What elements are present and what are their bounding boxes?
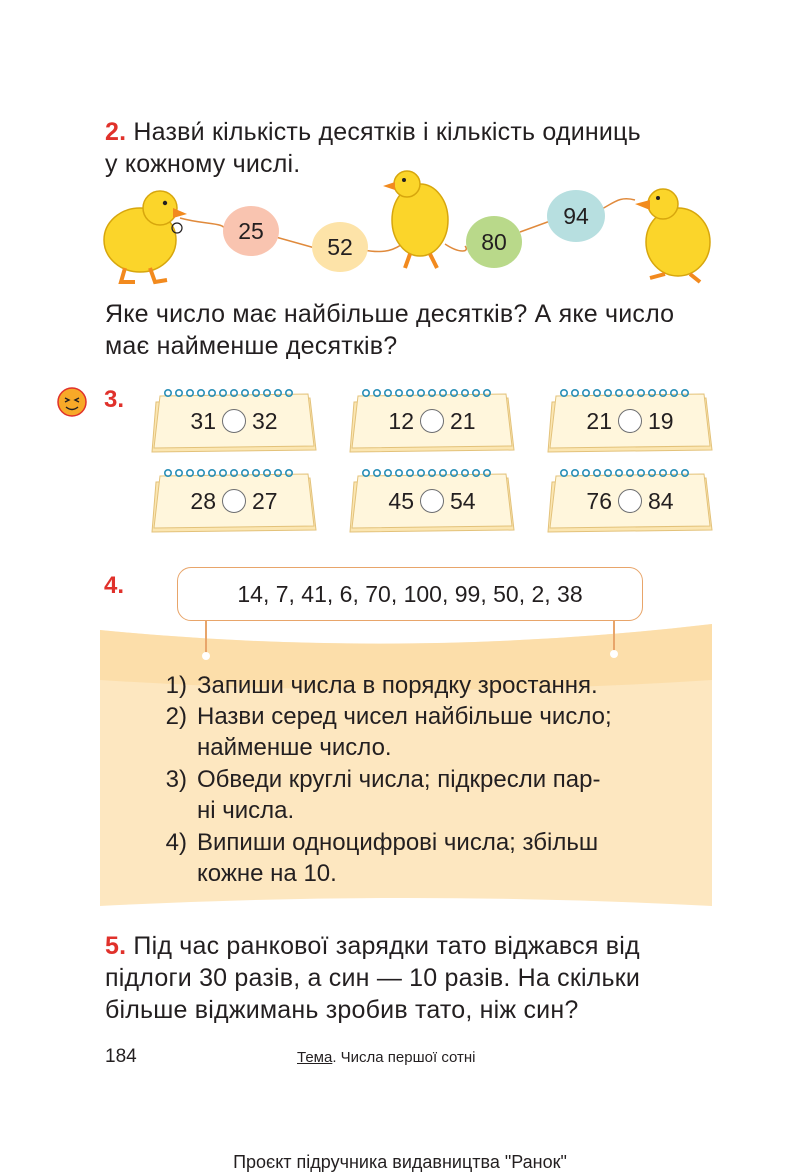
compare-circle[interactable] <box>618 409 642 433</box>
task-5-text: 5. Під час ранкової зарядки тато віджався від підлоги 30 разів, а син — 10 разів. На скільки більше віджимань зробив тато, ніж син? <box>105 932 641 1024</box>
task-5-number: 5. <box>105 932 127 960</box>
task-3-number: 3. <box>104 386 125 413</box>
left-number: 28 <box>190 488 216 514</box>
right-number: 54 <box>450 488 476 514</box>
compare-circle[interactable] <box>420 489 444 513</box>
duck-right-icon <box>635 189 710 282</box>
compare-circle[interactable] <box>618 489 642 513</box>
comparison-card <box>348 468 516 534</box>
comparison-expression <box>348 408 516 435</box>
left-number: 21 <box>586 408 612 434</box>
right-number: 84 <box>648 488 674 514</box>
task-4-number: 4. <box>104 572 125 599</box>
comparison-card <box>546 468 714 534</box>
compare-circle[interactable] <box>420 409 444 433</box>
right-number: 21 <box>450 408 476 434</box>
compare-circle[interactable] <box>222 489 246 513</box>
comparison-card <box>546 388 714 454</box>
number-ball-94: 94 <box>547 190 605 242</box>
comparison-card <box>150 468 318 534</box>
smile-face-icon <box>56 386 88 418</box>
right-number: 19 <box>648 408 674 434</box>
number-ball-52: 52 <box>312 222 368 272</box>
comparison-expression <box>150 488 318 515</box>
right-number: 27 <box>252 488 278 514</box>
left-number: 31 <box>190 408 216 434</box>
comparison-expression <box>150 408 318 435</box>
theme-caption: Тема. Числа першої сотні <box>297 1049 476 1066</box>
numbers-list: 14, 7, 41, 6, 70, 100, 99, 50, 2, 38 <box>237 580 583 607</box>
task-2-line2: у кожному числі. <box>105 150 301 178</box>
left-number: 76 <box>586 488 612 514</box>
right-number: 32 <box>252 408 278 434</box>
task-2-number: 2. <box>105 118 127 146</box>
page-number: 184 <box>105 1046 137 1067</box>
left-number: 45 <box>388 488 414 514</box>
comparison-expression <box>546 408 714 435</box>
comparison-expression <box>348 488 516 515</box>
comparison-expression <box>546 488 714 515</box>
comparison-card <box>348 388 516 454</box>
left-number: 12 <box>388 408 414 434</box>
project-note: Проєкт підручника видавництва "Ранок" <box>233 1152 567 1172</box>
number-ball-25: 25 <box>223 206 279 256</box>
duck-left-icon <box>104 191 187 282</box>
comparison-card <box>150 388 318 454</box>
number-ball-80: 80 <box>466 216 522 268</box>
duck-middle-icon <box>383 171 448 268</box>
numbers-box <box>177 567 643 621</box>
task-2-question: Яке число має найбільше десятків? А яке число має найменше десятків? <box>105 300 675 360</box>
compare-circle[interactable] <box>222 409 246 433</box>
ducks-illustration <box>95 170 720 290</box>
task-2-line1: Назви́ кількість десятків і кількість одиниць <box>133 118 641 146</box>
